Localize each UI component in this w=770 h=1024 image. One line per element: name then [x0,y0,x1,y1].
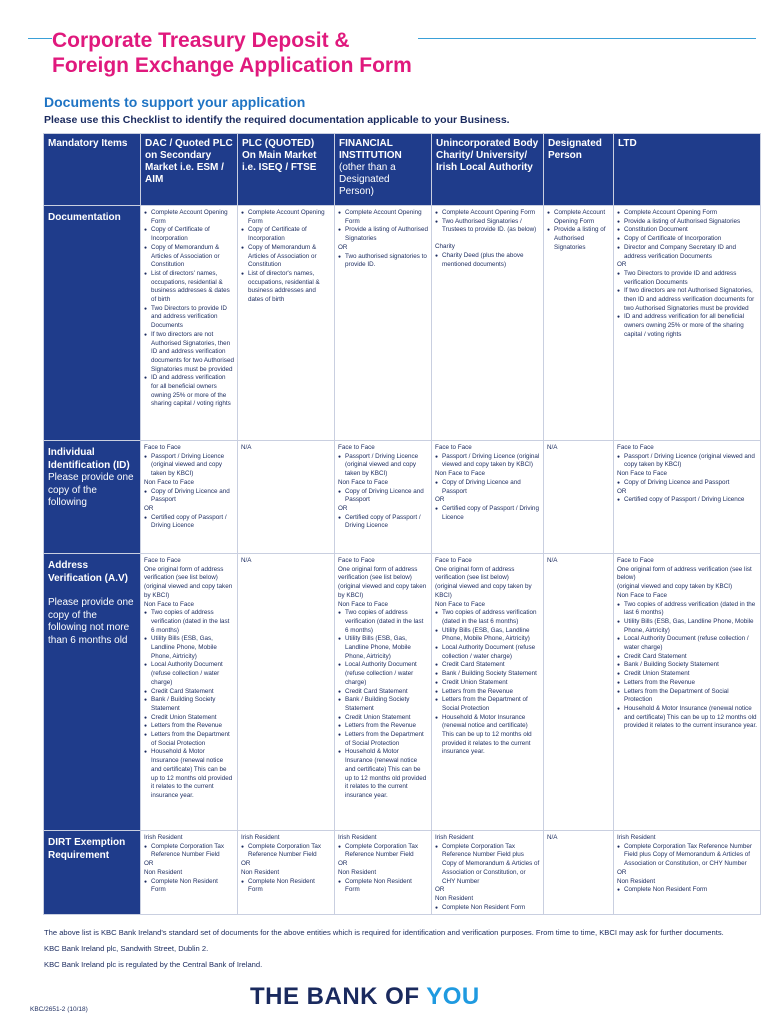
title-line-1: Corporate Treasury Deposit & [52,29,350,52]
cell-documentation-unincorporated [432,206,544,441]
list-item: ● Credit Card Statement [617,653,757,662]
row-header-individual-id: Individual Identification (ID) Please provide one copy of the following [44,441,141,554]
list-item: ● Two copies of address verification (dated in the last 6 months) [617,601,757,618]
list-item: ● Complete Corporation Tax Reference Number Field [144,843,234,860]
col-header-fi-bold: FINANCIAL INSTITUTION [339,138,402,161]
list-item: ● Copy of Driving Licence and Passport [617,479,757,488]
cell-id-plc: N/A [238,441,335,554]
list-item: ● Credit Card Statement [338,688,428,697]
cell-dirt-dac: Irish Resident ● Complete Corporation Tax Reference Number Field OR Non Resident ● Complete Non Resident Form [141,831,238,915]
list-item: ● Provide a listing of Authorised Signatories [617,218,757,227]
col-header-fi-light: (other than a Designated Person) [339,162,396,197]
cell-dirt-designated: N/A [544,831,614,915]
list-item: ● Two Directors to provide ID and address verification Documents [144,305,234,331]
cell-id-ltd: Face to Face ● Passport / Driving Licence (original viewed and copy taken by KBCI) Non Face to Face ● Copy of Driving Licence and Passport OR ● Certified copy of Passport / Driving Licence [614,441,761,554]
list-item: ● Two copies of address verification (dated in the last 6 months) [435,609,540,626]
list-item: ● Certified copy of Passport / Driving Licence [617,496,757,505]
cell-dirt-unincorporated: Irish Resident ● Complete Corporation Tax Reference Number Field plus Copy of Memorandum & Articles of Association or Constitution, or CHY Number OR Non Resident ● Complete Non Resident Form [432,831,544,915]
list-item: ● Letters from the Revenue [617,679,757,688]
list-item: ● Complete Account Opening Form [144,209,234,226]
list-item: ● Household & Motor Insurance (renewal notice and certificate) This can be up to 12 months old provided it relates to the current insurance year. [435,714,540,758]
list-item: ● Two copies of address verification (dated in the last 6 months) [144,609,234,635]
list-item: ● Complete Corporation Tax Reference Number Field [338,843,428,860]
list-item: ● Letters from the Revenue [144,722,234,731]
list-item: ● Utility Bills (ESB, Gas, Landline Phone, Mobile Phone, Airtricity) [617,618,757,635]
cell-documentation-financial [335,206,432,441]
list-item: ● Complete Non Resident Form [241,878,331,895]
list-item: ● Copy of Driving Licence and Passport [144,488,234,505]
list-item: ● Credit Union Statement [338,714,428,723]
list-item: ● Letters from the Department of Social Protection [338,731,428,748]
cell-address-designated: N/A [544,554,614,831]
list-item: ● Copy of Certificate of Incorporation [241,226,331,243]
list-item: ● Copy of Driving Licence and Passport [435,479,540,496]
title-line-2: Foreign Exchange Application Form [52,54,412,77]
list-item: ● Copy of Certificate of Incorporation [617,235,757,244]
col-header-financial-institution [335,134,432,206]
list-item: ● Local Authority Document (refuse collection / water charge) [617,635,757,652]
list-item: ● Bank / Building Society Statement [338,696,428,713]
list-item: ● Passport / Driving Licence (original viewed and copy taken by KBCI) [617,453,757,470]
list-item: ● Complete Account Opening Form [338,209,428,226]
col-header-dac: DAC / Quoted PLC on Secondary Market i.e. ESM / AIM [141,134,238,206]
cell-address-plc: N/A [238,554,335,831]
footnote: The above list is KBC Bank Ireland's standard set of documents for the above entities which is required for identification and verification purposes. From time to time, KBCI may ask for further documents. [44,928,724,937]
list-item: ● Passport / Driving Licence (original viewed and copy taken by KBCI) [144,453,234,479]
list-item: ● If two directors are not Authorised Signatories, then ID and address verification documents for two Authorised Signatories must be provided [617,287,757,313]
list-item: ● Complete Non Resident Form [435,904,540,913]
intro-text: Please use this Checklist to identify the required documentation applicable to your Business. [44,114,510,126]
list-item: ● Constitution Document [617,226,757,235]
list-item: ● Two Authorised Signatories / Trustees to provide ID. (as below) [435,218,540,235]
cell-id-designated: N/A [544,441,614,554]
list-item: ● Local Authority Document (refuse collection / water charge) [435,644,540,661]
list-item: ● Credit Union Statement [435,679,540,688]
list-item: ● If two directors are not Authorised Signatories, then ID and address verification documents for two Authorised Signatories must be provided [144,331,234,375]
row-header-documentation: Documentation [44,206,141,441]
form-reference: KBC/2651-2 (10/18) [30,1006,88,1013]
list-item: ● Household & Motor Insurance (renewal notice and certificate) This can be up to 12 months old provided it relates to the current insurance year. [617,705,757,731]
list-item: ● Household & Motor Insurance (renewal notice and certificate) This can be up to 12 months old provided it relates to the current insurance year. [338,748,428,800]
bank-address: KBC Bank Ireland plc, Sandwith Street, Dublin 2. [44,944,209,953]
list-item: ● Utility Bills (ESB, Gas, Landline Phone, Mobile Phone, Airtricity) [338,635,428,661]
list-item: ● Passport / Driving Licence (original viewed and copy taken by KBCI) [338,453,428,479]
list-item: ● Letters from the Revenue [435,688,540,697]
list-item: ● ID and address verification for all beneficial owners owning 25% or more of the sharing capital / voting rights [144,374,234,409]
documents-checklist-table [43,133,761,915]
list-item: ● List of directors' names, occupations, residential & business addresses & dates of birth [144,270,234,305]
list-item: ● Bank / Building Society Statement [435,670,540,679]
list-item: ● Complete Non Resident Form [617,886,757,895]
list-item: ● Complete Non Resident Form [338,878,428,895]
list-item: ● Two copies of address verification (dated in the last 6 months) [338,609,428,635]
col-header-designated-person: Designated Person [544,134,614,206]
list-item: ● Bank / Building Society Statement [617,661,757,670]
list-item: ● Letters from the Department of Social Protection [617,688,757,705]
section-subtitle: Documents to support your application [44,94,306,110]
list-item: ● Complete Account Opening Form [241,209,331,226]
cell-dirt-ltd: Irish Resident ● Complete Corporation Tax Reference Number Field plus Copy of Memorandum & Articles of Association or Constitution, or CHY Number OR Non Resident ● Complete Non Resident Form [614,831,761,915]
cell-address-financial: Face to Face One original form of address verification (see list below) (original viewed and copy taken by KBCI) Non Face to Face ● Two copies of address verification (dated in the last 6 months) ● Utility Bills (ESB, Gas, Landline Phone, Mobile Phone, Airtricity) ● Local Authority Document (refuse collection / water charge) ● Credit Card Statement ● Bank / Building Society Statement ● Credit Union Statement ● Letters from the Revenue ● Letters from the Department of Social Protection ● Household & Motor Insurance (renewal notice and certificate) This can be up to 12 months old provided it relates to the current insurance year. [335,554,432,831]
list-item: ● Credit Union Statement [144,714,234,723]
or-label: OR [617,261,627,269]
cell-documentation-dac [141,206,238,441]
brand-logo: THE BANK OF YOU [250,983,480,1010]
cell-documentation-designated [544,206,614,441]
col-header-plc: PLC (QUOTED) On Main Market i.e. ISEQ / FTSE [238,134,335,206]
list-item: ● Certified copy of Passport / Driving Licence [338,514,428,531]
list-item: ● Complete Corporation Tax Reference Number Field plus Copy of Memorandum & Articles of Association or Constitution, or CHY Number [617,843,757,869]
page-title [52,28,418,78]
list-item: ● Letters from the Department of Social Protection [435,696,540,713]
list-item: ● Passport / Driving Licence (original viewed and copy taken by KBCI) [435,453,540,470]
row-header-address-verification: Address Verification (A.V) Please provide one copy of the following not more than 6 months old [44,554,141,831]
list-item: ● Director and Company Secretary ID and address verification Documents [617,244,757,261]
or-label: OR [338,243,348,251]
list-item: ● Two Directors to provide ID and address verification Documents [617,270,757,287]
header-row [44,134,761,206]
list-item: ● Copy of Certificate of Incorporation [144,226,234,243]
list-item: ● Household & Motor Insurance (renewal notice and certificate) This can be up to 12 months old provided it relates to the current insurance year. [144,748,234,800]
list-item: ● Complete Corporation Tax Reference Number Field plus Copy of Memorandum & Articles of Association or Constitution, or CHY Number [435,843,540,887]
list-item: ● Charity Deed (plus the above mentioned documents) [435,252,540,269]
list-item: ● Credit Union Statement [617,670,757,679]
cell-address-dac: Face to Face One original form of address verification (see list below) (original viewed and copy taken by KBCI) Non Face to Face ● Two copies of address verification (dated in the last 6 months) ● Utility Bills (ESB, Gas, Landline Phone, Mobile Phone, Airtricity) ● Local Authority Document (refuse collection / water charge) ● Credit Card Statement ● Bank / Building Society Statement ● Credit Union Statement ● Letters from the Revenue ● Letters from the Department of Social Protection ● Household & Motor Insurance (renewal notice and certificate) This can be up to 12 months old provided it relates to the current insurance year. [141,554,238,831]
table-row-documentation [44,206,761,441]
charity-label: Charity [435,243,455,251]
list-item: ● List of director's names, occupations, residential & business addresses and dates of birth [241,270,331,305]
list-item: ● Utility Bills (ESB, Gas, Landline Phone, Mobile Phone, Airtricity) [435,627,540,644]
cell-id-unincorporated: Face to Face ● Passport / Driving Licence (original viewed and copy taken by KBCI) Non Face to Face ● Copy of Driving Licence and Passport OR ● Certified copy of Passport / Driving Licence [432,441,544,554]
list-item: ● Two authorised signatories to provide ID. [338,253,428,270]
list-item: ● Certified copy of Passport / Driving Licence [144,514,234,531]
list-item: ● Bank / Building Society Statement [144,696,234,713]
cell-dirt-financial: Irish Resident ● Complete Corporation Tax Reference Number Field OR Non Resident ● Complete Non Resident Form [335,831,432,915]
list-item: ● Complete Corporation Tax Reference Number Field [241,843,331,860]
list-item: ● Local Authority Document (refuse collection / water charge) [144,661,234,687]
cell-address-ltd: Face to Face One original form of address verification (see list below) (original viewed and copy taken by KBCI) Non Face to Face ● Two copies of address verification (dated in the last 6 months) ● Utility Bills (ESB, Gas, Landline Phone, Mobile Phone, Airtricity) ● Local Authority Document (refuse collection / water charge) ● Credit Card Statement ● Bank / Building Society Statement ● Credit Union Statement ● Letters from the Revenue ● Letters from the Department of Social Protection ● Household & Motor Insurance (renewal notice and certificate) This can be up to 12 months old provided it relates to the current insurance year. [614,554,761,831]
cell-dirt-plc: Irish Resident ● Complete Corporation Tax Reference Number Field OR Non Resident ● Complete Non Resident Form [238,831,335,915]
table-row-address-verification [44,554,761,831]
list-item: ● Credit Card Statement [435,661,540,670]
col-header-unincorporated: Unincorporated Body Charity/ University/ Irish Local Authority [432,134,544,206]
list-item: ● Provide a listing of Authorised Signatories [338,226,428,243]
list-item: ● Complete Account Opening Form [617,209,757,218]
cell-documentation-plc [238,206,335,441]
row-header-dirt-exemption: DIRT Exemption Requirement [44,831,141,915]
list-item: ● Letters from the Department of Social Protection [144,731,234,748]
cell-documentation-ltd [614,206,761,441]
cell-id-financial: Face to Face ● Passport / Driving Licence (original viewed and copy taken by KBCI) Non Face to Face ● Copy of Driving Licence and Passport OR ● Certified copy of Passport / Driving Licence [335,441,432,554]
cell-id-dac: Face to Face ● Passport / Driving Licence (original viewed and copy taken by KBCI) Non Face to Face ● Copy of Driving Licence and Passport OR ● Certified copy of Passport / Driving Licence [141,441,238,554]
list-item: ● Certified copy of Passport / Driving Licence [435,505,540,522]
list-item: ● Utility Bills (ESB, Gas, Landline Phone, Mobile Phone, Airtricity) [144,635,234,661]
list-item: ● Letters from the Revenue [338,722,428,731]
list-item: ● Copy of Memorandum & Articles of Association or Constitution [144,244,234,270]
list-item: ● Credit Card Statement [144,688,234,697]
list-item: ● Complete Account Opening Form [435,209,540,218]
cell-address-unincorporated: Face to Face One original form of address verification (see list below) (original viewed and copy taken by KBCI) Non Face to Face ● Two copies of address verification (dated in the last 6 months) ● Utility Bills (ESB, Gas, Landline Phone, Mobile Phone, Airtricity) ● Local Authority Document (refuse collection / water charge) ● Credit Card Statement ● Bank / Building Society Statement ● Credit Union Statement ● Letters from the Revenue ● Letters from the Department of Social Protection ● Household & Motor Insurance (renewal notice and certificate) This can be up to 12 months old provided it relates to the current insurance year. [432,554,544,831]
list-item: ● Copy of Driving Licence and Passport [338,488,428,505]
list-item: ● ID and address verification for all beneficial owners owning 25% or more of the sharing capital / voting rights [617,313,757,339]
table-row-individual-id [44,441,761,554]
col-header-mandatory-items: Mandatory Items [44,134,141,206]
list-item: ● Complete Account Opening Form [547,209,610,226]
table-row-dirt-exemption [44,831,761,915]
regulatory-statement: KBC Bank Ireland plc is regulated by the Central Bank of Ireland. [44,960,263,969]
list-item: ● Copy of Memorandum & Articles of Association or Constitution [241,244,331,270]
list-item: ● Complete Non Resident Form [144,878,234,895]
col-header-ltd: LTD [614,134,761,206]
list-item: ● Local Authority Document (refuse collection / water charge) [338,661,428,687]
list-item: ● Provide a listing of Authorised Signatories [547,226,610,252]
